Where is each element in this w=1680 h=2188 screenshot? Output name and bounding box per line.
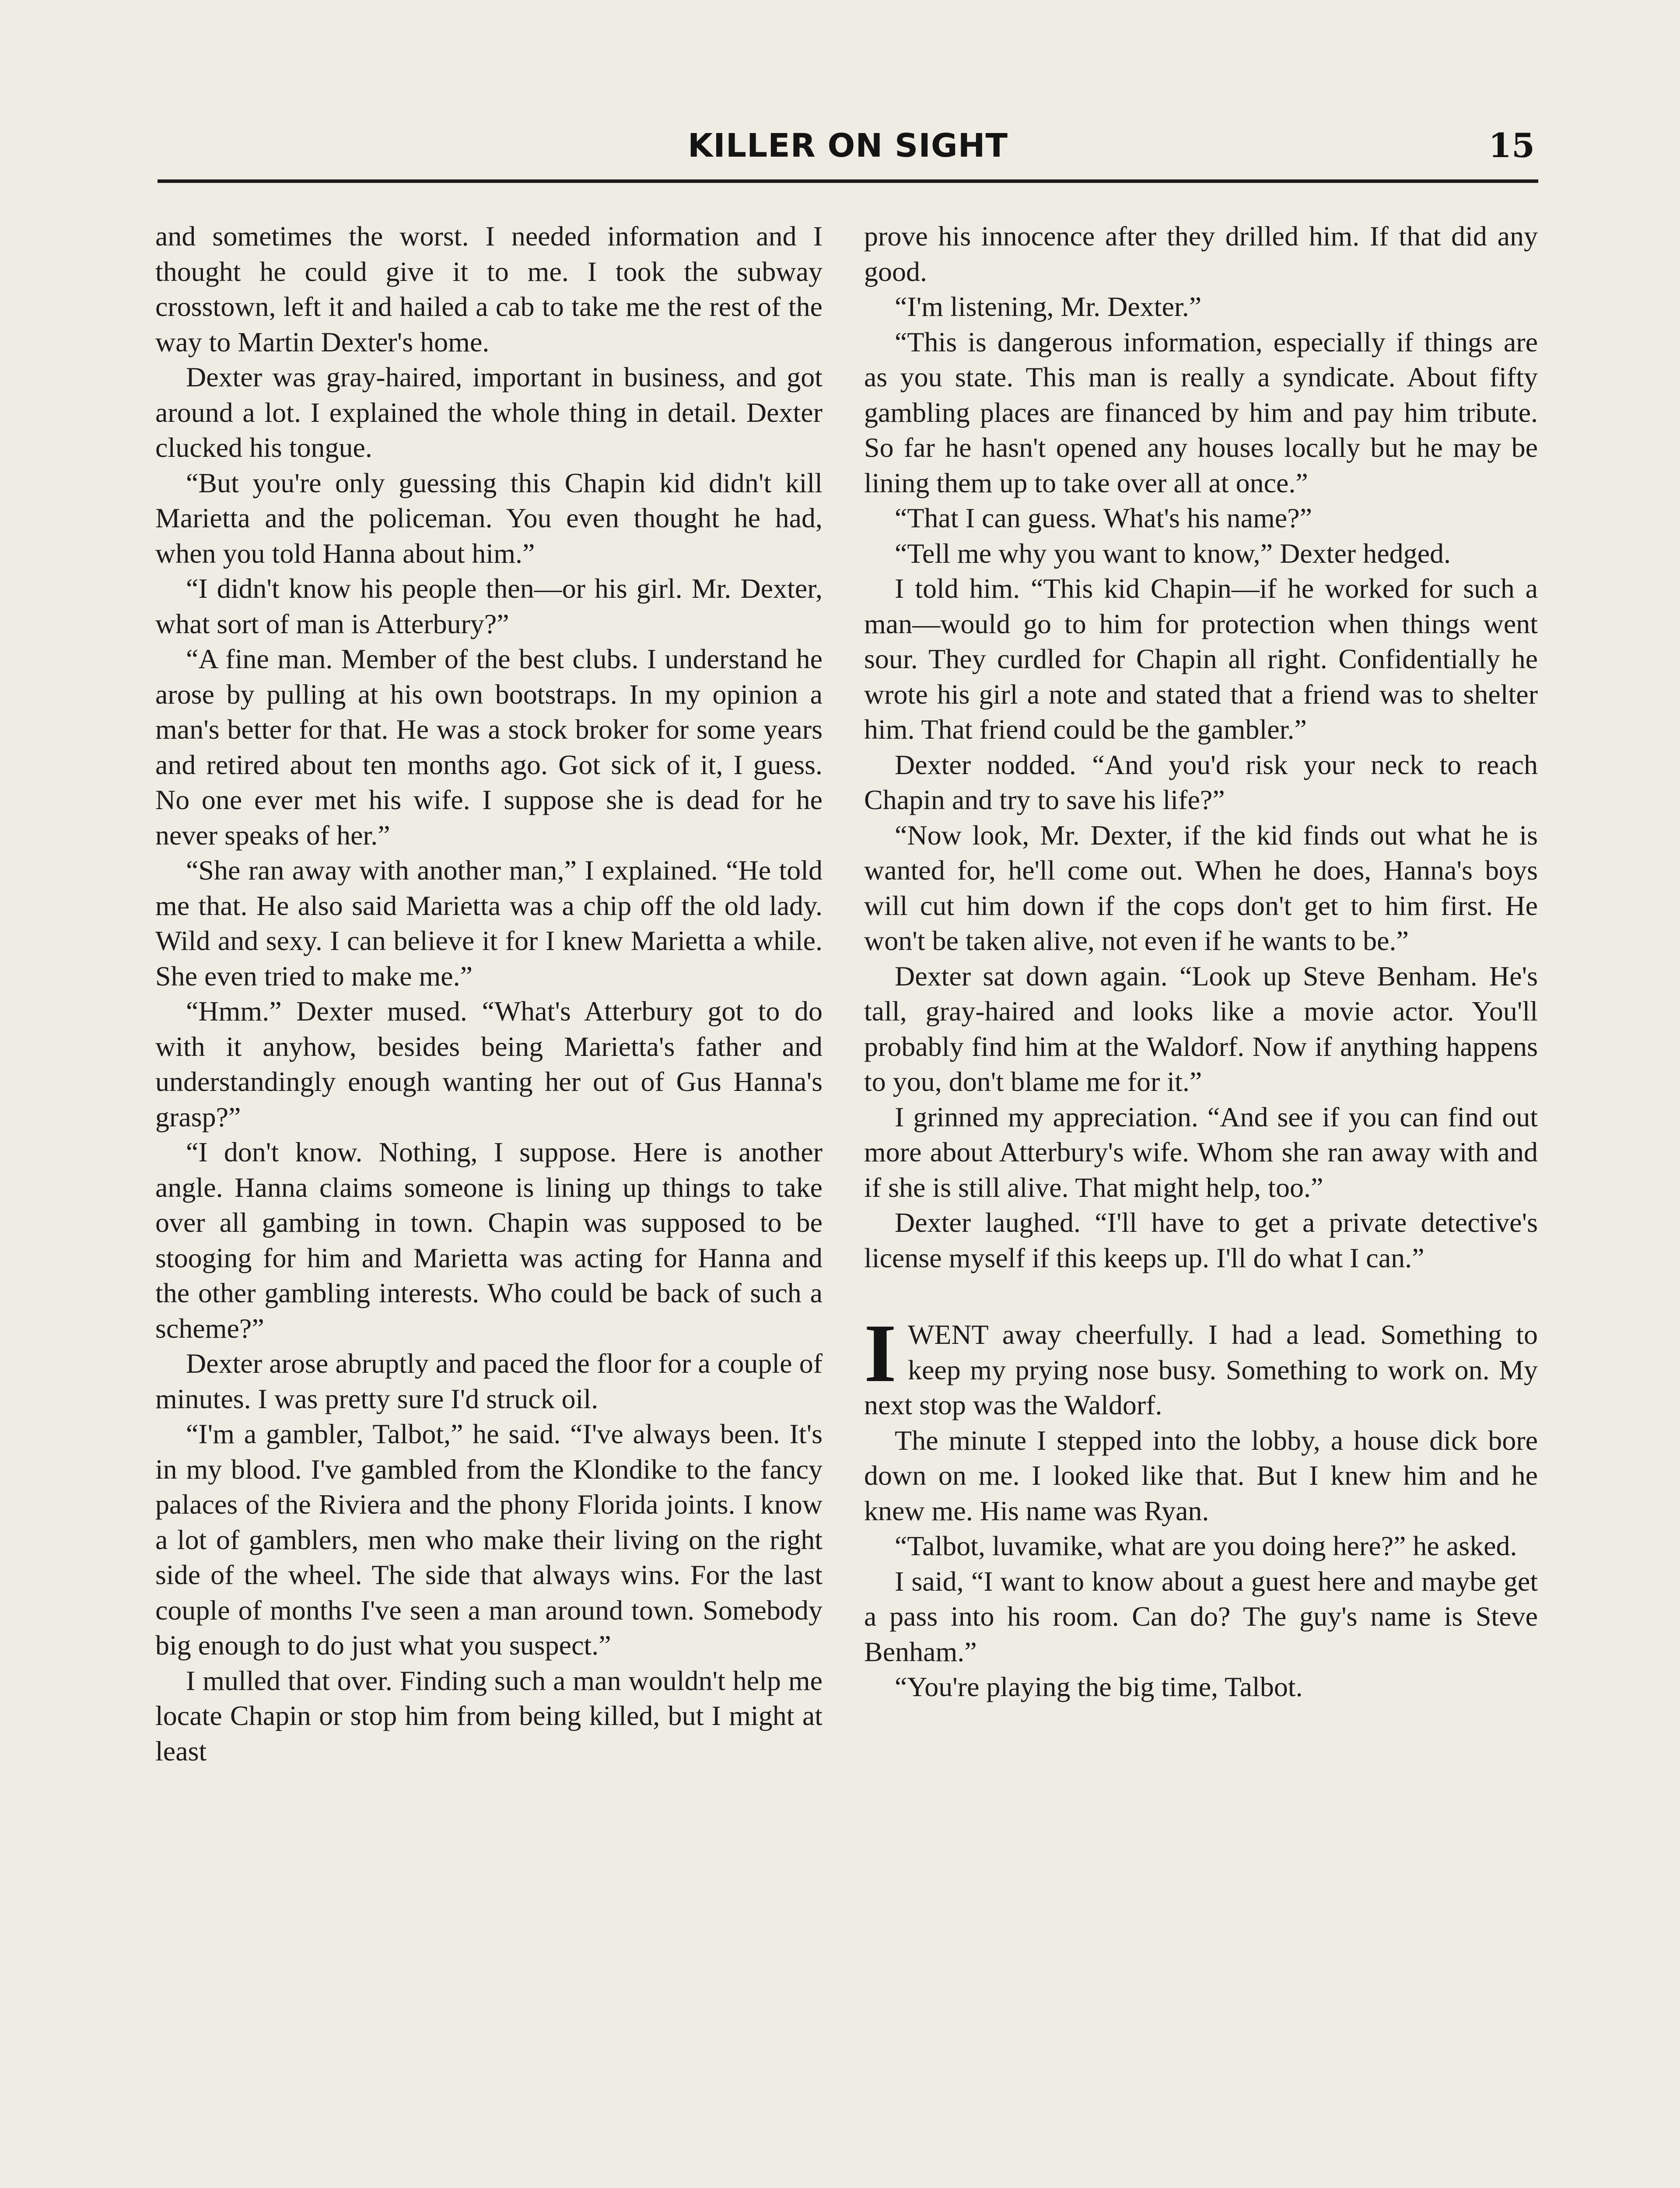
paragraph: “Talbot, luvamike, what are you doing here?” he asked. (895, 1530, 1517, 1561)
paragraph: “Hmm.” Dexter mused. “What's Atterbury got to do with it anyhow, besides being Marietta's father and understandingly enough wanting her out of Gus Hanna's grasp?” (155, 996, 822, 1133)
paragraph: “But you're only guessing this Chapin kid didn't kill Marietta and the policeman. You even thought he had, when you told Hanna about him.” (155, 467, 822, 569)
left-column (155, 219, 822, 1769)
paragraph: “Now look, Mr. Dexter, if the kid finds out what he is wanted for, he'll come out. When he does, Hanna's boys will cut him down if the cops don't get to him first. He won't be taken alive, not even if he wants to be.” (864, 819, 1538, 956)
paragraph: “A fine man. Member of the best clubs. I understand he arose by pulling at his own bootstraps. In my opinion a man's better for that. He was a stock broker for some years and retired about ten months ago. Got sick of it, I guess. No one ever met his wife. I suppose she is dead for he never speaks of her.” (155, 643, 822, 851)
paragraph: “I didn't know his people then—or his girl. Mr. Dexter, what sort of man is Atterbury?” (155, 573, 822, 639)
drop-cap: I (864, 1308, 896, 1399)
paragraph: Dexter was gray-haired, important in business, and got around a lot. I explained the whole thing in detail. Dexter clucked his tongue. (155, 361, 822, 463)
paragraph: Dexter sat down again. “Look up Steve Benham. He's tall, gray-haired and looks like a movie actor. You'll probably find him at the Waldorf. Now if anything happens to you, don't blame me for it.” (864, 960, 1538, 1097)
paragraph: Dexter nodded. “And you'd risk your neck to reach Chapin and try to save his life?” (864, 749, 1538, 815)
paragraph: “This is dangerous information, especially if things are as you state. This man is really a syndicate. About fifty gambling places are financed by him and pay him tribute. So far he hasn't opened any houses locally but he may be lining them up to take over all at once.” (864, 326, 1538, 498)
story-title: KILLER ON SIGHT (687, 127, 1008, 165)
paragraph: I grinned my appreciation. “And see if you can find out more about Atterbury's wife. Whom she ran away with and if she is still alive. That might help, too.” (864, 1101, 1538, 1203)
paragraph: “You're playing the big time, Talbot. (895, 1671, 1303, 1702)
paragraph: Dexter laughed. “I'll have to get a private detective's license myself if this keeps up. I'll do what I can.” (864, 1207, 1538, 1273)
right-column (864, 219, 1538, 1705)
paragraph: “Tell me why you want to know,” Dexter hedged. (895, 537, 1451, 569)
paragraph: “I don't know. Nothing, I suppose. Here is another angle. Hanna claims someone is lining up things to take over all gambing in town. Chapin was supposed to be stooging for him and Marietta was acting for Hanna and the other gambling interests. Who could be back of such a scheme?” (155, 1136, 822, 1344)
paragraph: “That I can guess. What's his name?” (895, 502, 1312, 533)
section-opening-text: WENT away cheerfully. I had a lead. Something to keep my prying nose busy. Something to work on. My next stop was the Waldorf. (864, 1319, 1538, 1420)
paragraph: I told him. “This kid Chapin—if he worked for such a man—would go to him for protection when things went sour. They curdled for Chapin all right. Confidentially he wrote his girl a note and stated that a friend was to shelter him. That friend could be the gambler.” (864, 573, 1538, 745)
paragraph: The minute I stepped into the lobby, a house dick bore down on me. I looked like that. But I knew him and he knew me. His name was Ryan. (864, 1424, 1538, 1526)
header-rule (158, 179, 1538, 183)
paragraph: “She ran away with another man,” I explained. “He told me that. He also said Marietta was a chip off the old lady. Wild and sexy. I can believe it for I knew Marietta a while. She even tried to make me.” (155, 855, 822, 992)
page-number: 15 (1488, 126, 1535, 165)
paragraph: “I'm listening, Mr. Dexter.” (895, 291, 1202, 322)
section-opening-paragraph (864, 1308, 1538, 1423)
paragraph: and sometimes the worst. I needed information and I thought he could give it to me. I took the subway crosstown, left it and hailed a cab to take me the rest of the way to Martin Dexter's home. (155, 221, 822, 358)
paragraph: I said, “I want to know about a guest here and maybe get a pass into his room. Can do? The guy's name is Steve Benham.” (864, 1565, 1538, 1667)
paragraph: Dexter arose abruptly and paced the floor for a couple of minutes. I was pretty sure I'd struck oil. (155, 1348, 822, 1414)
running-header (158, 123, 1538, 185)
paragraph: I mulled that over. Finding such a man wouldn't help me locate Chapin or stop him from being killed, but I might at least (155, 1665, 822, 1767)
paragraph: “I'm a gambler, Talbot,” he said. “I've always been. It's in my blood. I've gambled from the Klondike to the fancy palaces of the Riviera and the phony Florida joints. I know a lot of gamblers, men who make their living on the right side of the wheel. The side that always wins. For the last couple of months I've seen a man around town. Somebody big enough to do just what you suspect.” (155, 1418, 822, 1661)
paragraph: prove his innocence after they drilled him. If that did any good. (864, 221, 1538, 287)
